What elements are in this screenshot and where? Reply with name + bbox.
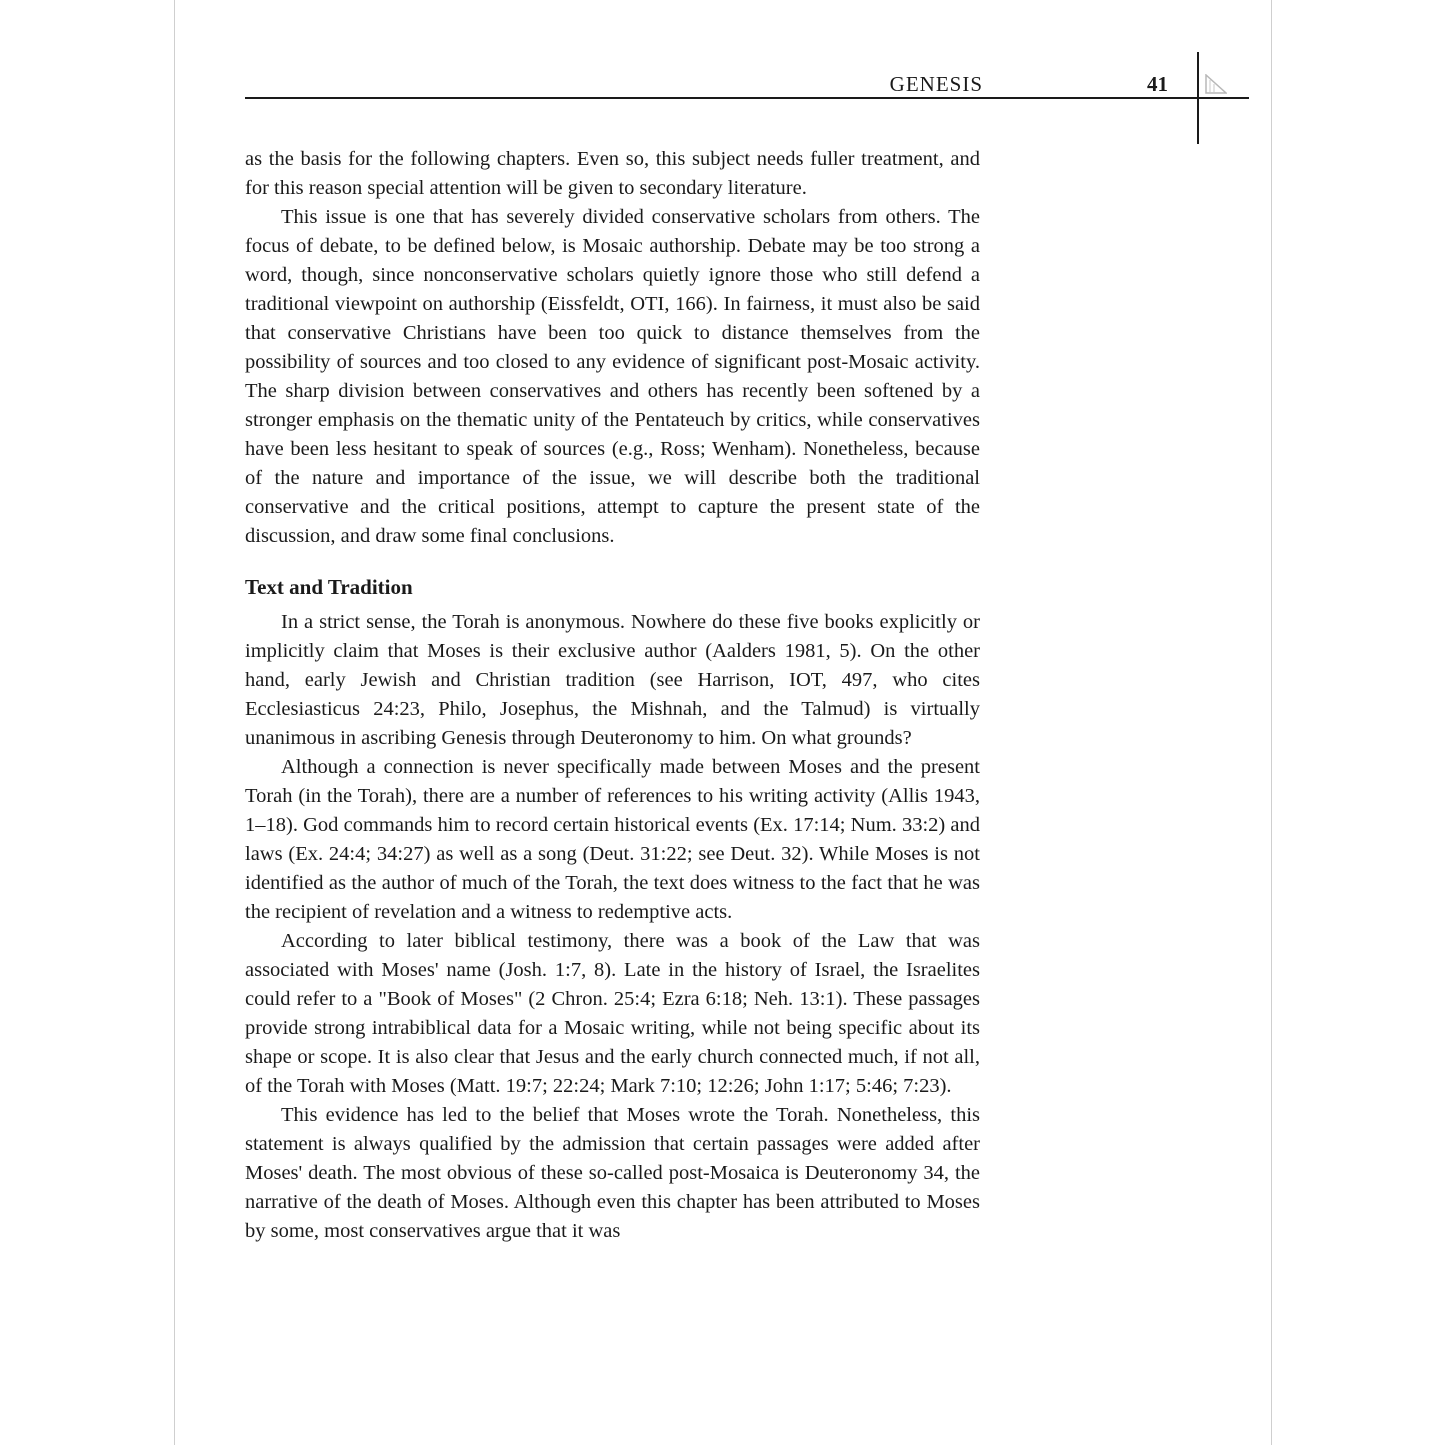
paragraph: This issue is one that has severely divided conservative scholars from others. The focus of debate, to be defined below, is Mosaic authorship. Debate may be too strong a word, though, since nonconservative scholars quietly ignore those who still defend a traditional viewpoint on authorship (Eissfeldt, OTI, 166). In fairness, it must also be said that conservative Christians have been too quick to distance themselves from the possibility of sources and too closed to any evidence of significant post-Mosaic activity. The sharp division between conservatives and others has recently been softened by a stronger emphasis on the thematic unity of the Pentateuch by critics, while conservatives have been less hesitant to speak of sources (e.g., Ross; Wenham). Nonetheless, because of the nature and importance of the issue, we will describe both the traditional conservative and the critical positions, attempt to capture the present state of the discussion, and draw some final conclusions. xyxy=(245,206,980,547)
crop-mark xyxy=(1197,52,1199,144)
header-rule xyxy=(245,97,1249,99)
running-head xyxy=(245,70,1249,98)
paragraph: Although a connection is never specifically made between Moses and the present Torah (in the Torah), there are a number of references to his writing activity (Allis 1943, 1–18). God commands him to record certain historical events (Ex. 17:14; Num. 33:2) and laws (Ex. 24:4; 34:27) as well as a song (Deut. 31:22; see Deut. 32). While Moses is not identified as the author of much of the Torah, the text does witness to the fact that he was the recipient of revelation and a witness to redemptive acts. xyxy=(245,756,980,923)
paragraph: According to later biblical testimony, there was a book of the Law that was associated with Moses' name (Josh. 1:7, 8). Late in the history of Israel, the Israelites could refer to a "Book of Moses" (2 Chron. 25:4; Ezra 6:18; Neh. 13:1). These passages provide strong intrabiblical data for a Mosaic writing, while not being specific about its shape or scope. It is also clear that Jesus and the early church connected much, if not all, of the Torah with Moses (Matt. 19:7; 22:24; Mark 7:10; 12:26; John 1:17; 5:46; 7:23). xyxy=(245,930,980,1097)
body-text xyxy=(245,145,980,1246)
running-head-title: GENESIS xyxy=(889,72,983,96)
paragraph: In a strict sense, the Torah is anonymous. Nowhere do these five books explicitly or implicitly claim that Moses is their exclusive author (Aalders 1981, 5). On the other hand, early Jewish and Christian tradition (see Harrison, IOT, 497, who cites Ecclesiasticus 24:23, Philo, Josephus, the Mishnah, and the Talmud) is virtually unanimous in ascribing Genesis through Deuteronomy to him. On what grounds? xyxy=(245,611,980,749)
paragraph: This evidence has led to the belief that Moses wrote the Torah. Nonetheless, this statement is always qualified by the admission that certain passages were added after Moses' death. The most obvious of these so-called post-Mosaica is Deuteronomy 34, the narrative of the death of Moses. Although even this chapter has been attributed to Moses by some, most conservatives argue that it was xyxy=(245,1104,980,1242)
page-number: 41 xyxy=(1147,72,1168,96)
paragraph: as the basis for the following chapters. Even so, this subject needs fuller treatment, and for this reason special attention will be given to secondary literature. xyxy=(245,148,980,199)
section-heading: Text and Tradition xyxy=(245,575,413,599)
corner-triangle-icon xyxy=(1205,74,1227,94)
